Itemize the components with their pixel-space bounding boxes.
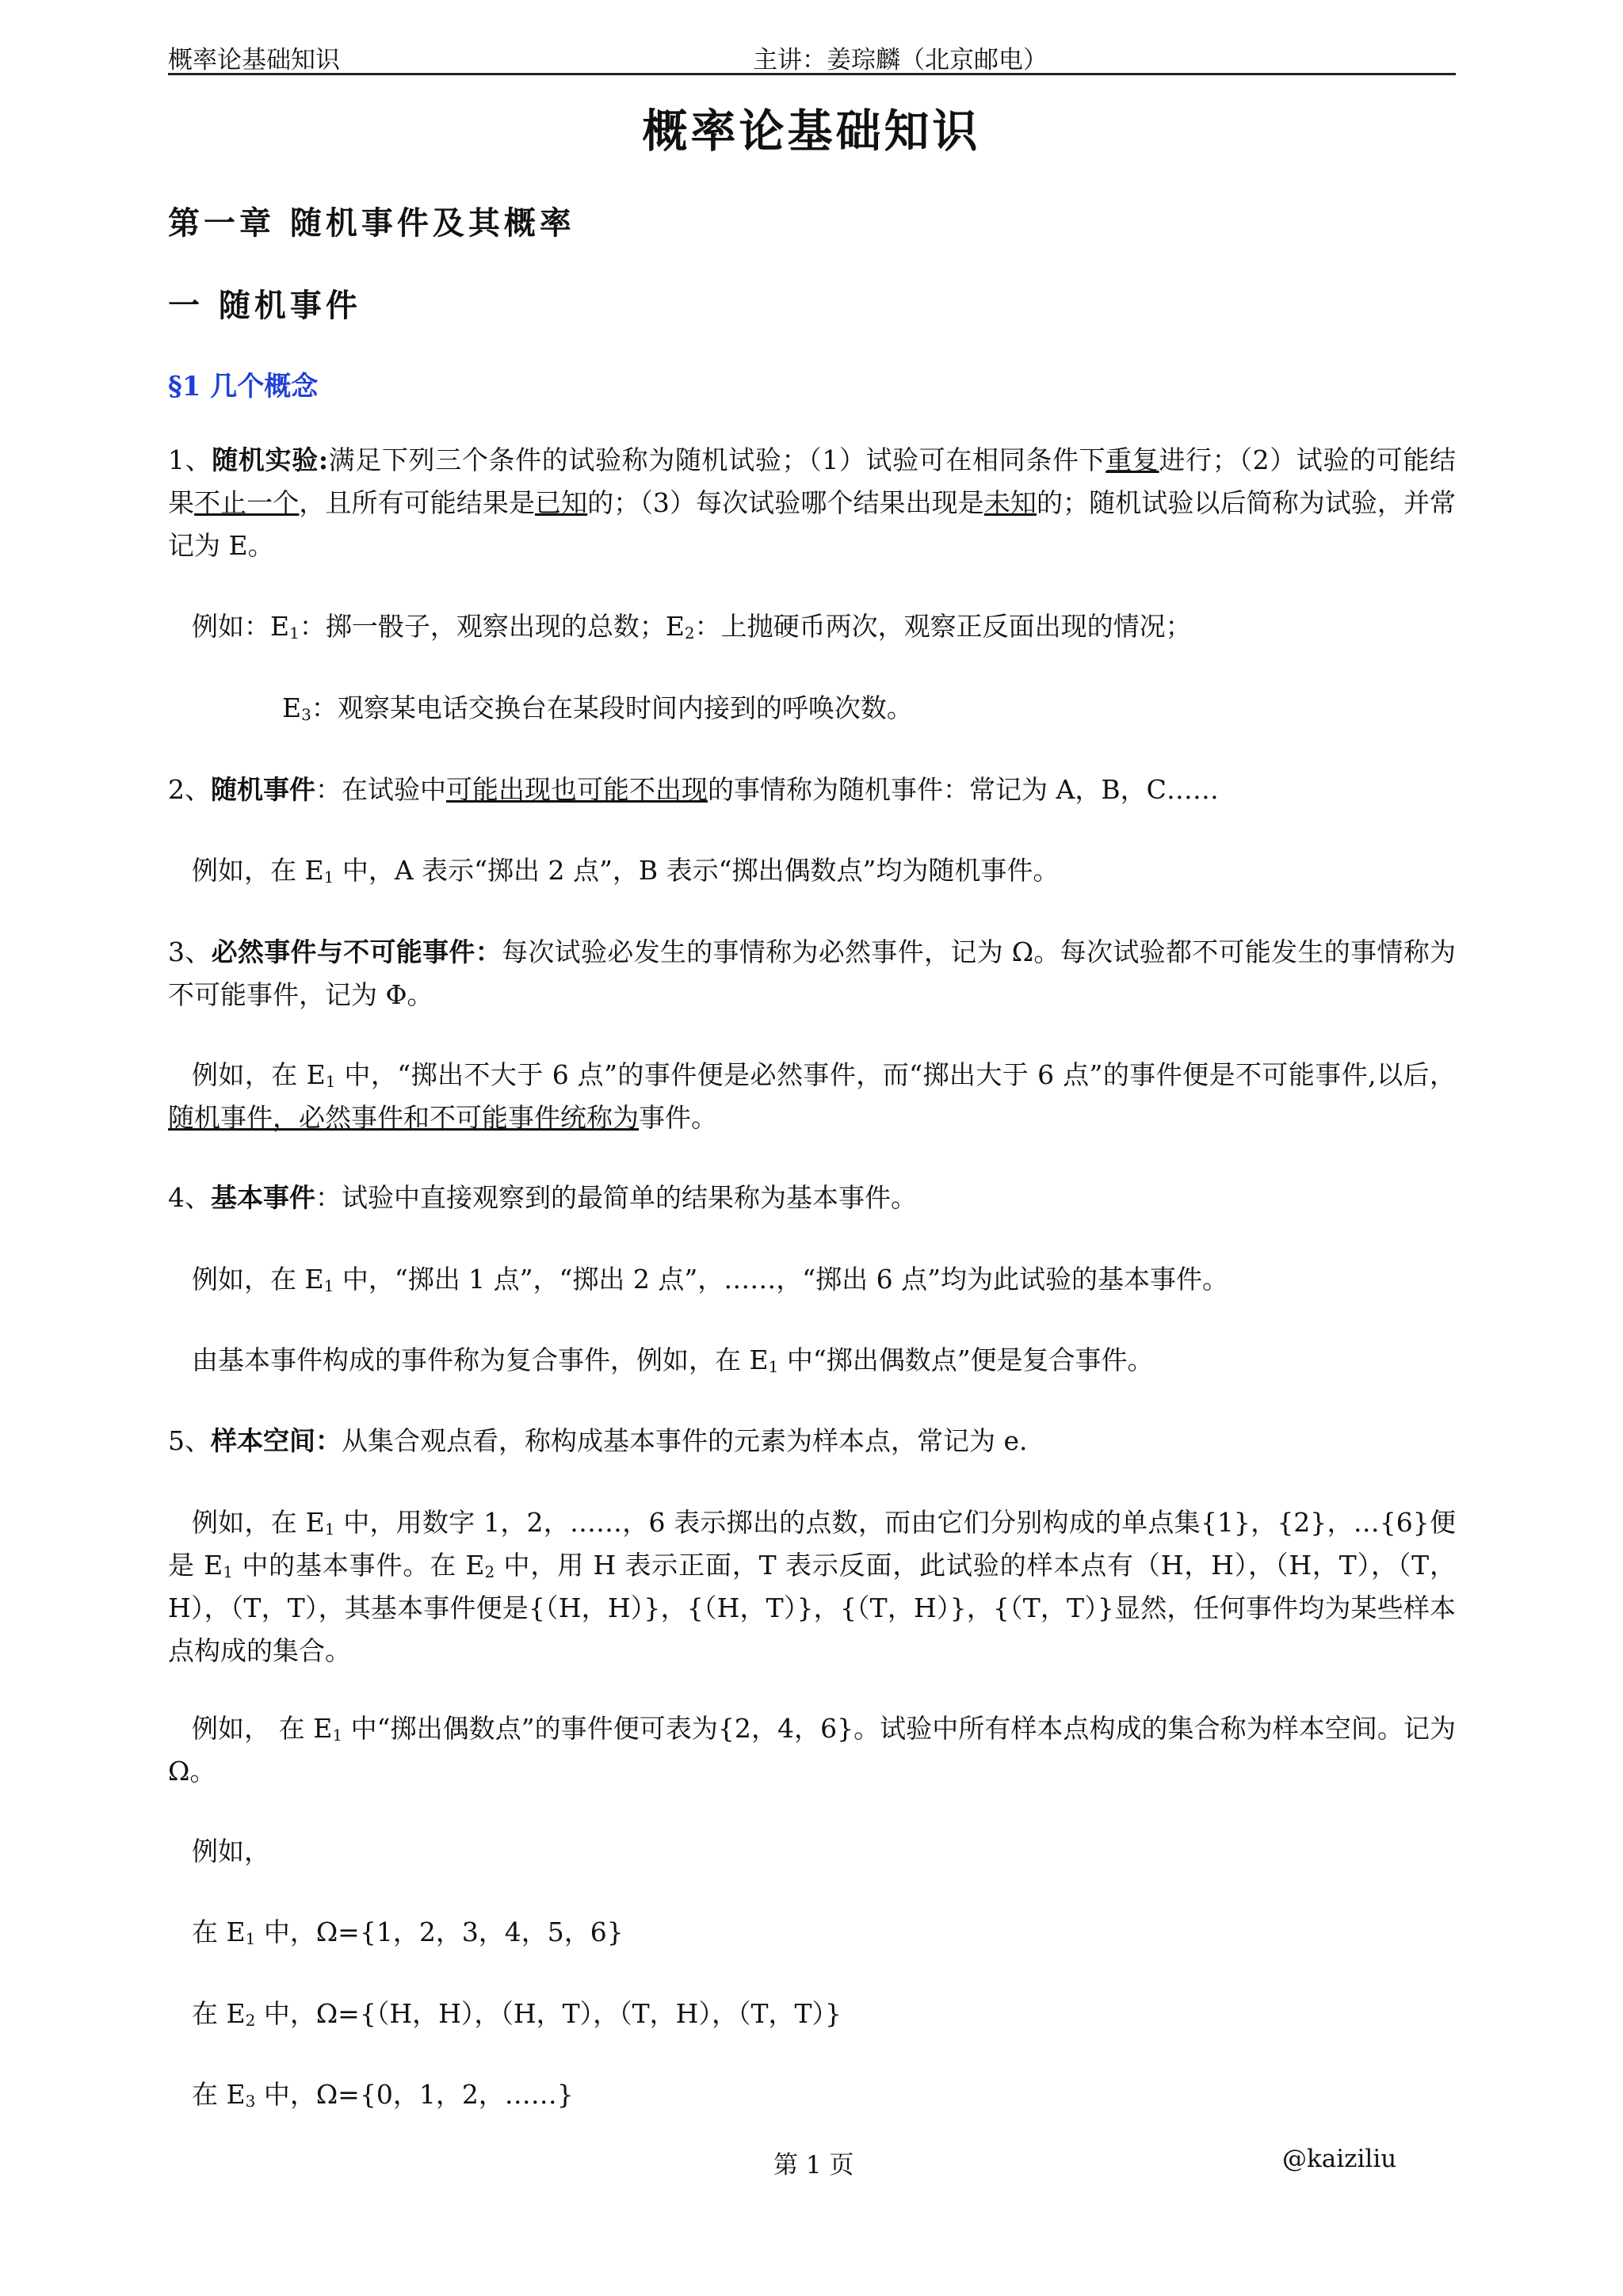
header-lecturer: 主讲：姜琮麟（北京邮电） bbox=[753, 46, 1048, 74]
subscript: 1 bbox=[332, 1726, 343, 1745]
text-run: ：掷一骰子，观察出现的总数；E bbox=[299, 611, 685, 642]
subscript: 1 bbox=[323, 1276, 334, 1295]
text-run: 事件。 bbox=[639, 1102, 717, 1133]
example-certain-impossible bbox=[168, 1054, 1456, 1139]
term-sample-space: 样本空间： bbox=[211, 1425, 342, 1456]
item-number: 1、 bbox=[168, 444, 212, 475]
omega-e2 bbox=[192, 1993, 1491, 2035]
text-run: 例如， 在 E bbox=[192, 1713, 333, 1744]
item-number: 5、 bbox=[168, 1425, 211, 1456]
text-run: 中，A 表示“掷出 2 点”，B 表示“掷出偶数点”均为随机事件。 bbox=[334, 855, 1060, 886]
text-run: 中，用 H 表示正面，T 表示反面，此试验的样本点有（H，H），（H，T），（T，H），（T，T），其基本事件便是{（H，H）}，{（H，T）}，{（T，H）}，{（T，T）}显然，任何事件均为某些样本点构成的集合。 bbox=[168, 1550, 1456, 1666]
text-run: ：试验中直接观察到的最简单的结果称为基本事件。 bbox=[315, 1182, 917, 1213]
item-number: 3、 bbox=[168, 936, 212, 967]
subscript: 1 bbox=[325, 1072, 336, 1091]
text-run: 例如，在 E bbox=[192, 1264, 324, 1295]
text-run: ：在试验中 bbox=[315, 774, 446, 805]
text-run: 中“掷出偶数点”的事件便可表为{2，4，6}。试验中所有样本点构成的集合称为样本空间。记为 Ω。 bbox=[168, 1713, 1456, 1787]
subscript: 2 bbox=[245, 2011, 256, 2030]
text-run: 从集合观点看，称构成基本事件的元素为样本点，常记为 e. bbox=[342, 1425, 1028, 1456]
section-heading: 一 随机事件 bbox=[168, 287, 361, 324]
omega-e1 bbox=[192, 1911, 1491, 1954]
subscript: 1 bbox=[323, 868, 334, 887]
document-title: 概率论基础知识 bbox=[642, 105, 981, 158]
text-run: 每次试验必发生的事情称为必然事件，记为 Ω。每次试验都不可能发生的事情称为不可能事件，记为 Φ。 bbox=[168, 936, 1457, 1010]
paragraph-random-experiment bbox=[168, 439, 1456, 567]
subscript: 3 bbox=[301, 705, 311, 724]
subscript: 1 bbox=[768, 1357, 779, 1376]
text-run: 中，用数字 1，2，……，6 表示掷出的点数，而由它们分别构成的单点集{1}，{2}，…{6}便是 E bbox=[168, 1507, 1456, 1581]
example-e1-e2 bbox=[192, 605, 1491, 648]
header-left-title: 概率论基础知识 bbox=[168, 46, 340, 74]
text-run: 在 E bbox=[192, 2079, 246, 2110]
text-run: 中“掷出偶数点”便是复合事件。 bbox=[778, 1344, 1154, 1375]
text-run: 例如，在 E bbox=[192, 1507, 325, 1538]
footer-author: @kaiziliu bbox=[1282, 2145, 1397, 2173]
subscript: 1 bbox=[245, 1929, 256, 1948]
item-number: 4、 bbox=[168, 1182, 211, 1213]
chapter-heading: 第一章 随机事件及其概率 bbox=[168, 204, 575, 242]
paragraph-basic-event bbox=[168, 1177, 1468, 1219]
example-random-event bbox=[192, 849, 1491, 892]
example-intro: 例如， bbox=[192, 1836, 270, 1867]
underlined-text: 不止一个 bbox=[194, 487, 300, 518]
term-certain-impossible: 必然事件与不可能事件： bbox=[211, 936, 502, 967]
subsection-heading: §1 几个概念 bbox=[168, 371, 319, 402]
text-run: 中，Ω={1，2，3，4，5，6} bbox=[255, 1917, 624, 1947]
example-e3 bbox=[282, 687, 1582, 730]
text-run: 在 E bbox=[192, 1998, 246, 2029]
subscript: 2 bbox=[684, 624, 695, 643]
subscript: 3 bbox=[245, 2092, 256, 2111]
example-compound-event bbox=[192, 1339, 1491, 1382]
subscript: 1 bbox=[324, 1520, 335, 1539]
subscript: 1 bbox=[289, 624, 300, 643]
subscript: 2 bbox=[484, 1562, 495, 1581]
underlined-text: 重复 bbox=[1106, 444, 1159, 475]
page-number: 第 1 页 bbox=[773, 2151, 854, 2180]
example-basic-event bbox=[192, 1258, 1491, 1301]
text-run: 的事情称为随机事件：常记为 A，B，C…… bbox=[708, 774, 1219, 805]
text-run: 中，Ω={（H，H），（H，T），（T，H），（T，T）} bbox=[255, 1998, 842, 2029]
paragraph-sample-space bbox=[168, 1420, 1468, 1463]
header-divider bbox=[168, 73, 1456, 75]
example-sample-points bbox=[168, 1501, 1456, 1672]
paragraph-certain-impossible bbox=[168, 931, 1456, 1016]
text-run: 在 E bbox=[192, 1917, 246, 1947]
page-header bbox=[168, 40, 1456, 74]
term-basic-event: 基本事件 bbox=[211, 1182, 315, 1213]
paragraph-random-event bbox=[168, 769, 1468, 811]
text-run: ，且所有可能结果是 bbox=[299, 487, 536, 518]
text-run: 由基本事件构成的事件称为复合事件，例如，在 E bbox=[192, 1344, 769, 1375]
omega-e3 bbox=[192, 2073, 1491, 2116]
text-run: 例如，在 E bbox=[192, 1059, 326, 1090]
text-run: ：上抛硬币两次，观察正反面出现的情况； bbox=[694, 611, 1192, 642]
underlined-text: 随机事件，必然事件和不可能事件统称为 bbox=[168, 1102, 639, 1133]
item-number: 2、 bbox=[168, 774, 211, 805]
text-run: ：观察某电话交换台在某段时间内接到的呼唤次数。 bbox=[311, 692, 913, 723]
text-run: 的；（3）每次试验哪个结果出现是 bbox=[587, 487, 984, 518]
underlined-text: 已知 bbox=[535, 487, 588, 518]
text-run: 中，“掷出不大于 6 点”的事件便是必然事件，而“掷出大于 6 点”的事件便是不可能事件,以后， bbox=[335, 1059, 1456, 1090]
text-run: 中的基本事件。在 E bbox=[233, 1550, 485, 1581]
example-sample-space-def bbox=[168, 1707, 1456, 1793]
underlined-text: 可能出现也可能不出现 bbox=[446, 774, 708, 805]
term-random-experiment: 随机实验: bbox=[212, 444, 329, 475]
text-run: E bbox=[282, 692, 302, 723]
text-run: 中，“掷出 1 点”，“掷出 2 点”，……，“掷出 6 点”均为此试验的基本事件。 bbox=[334, 1264, 1228, 1295]
text-run: 中，Ω={0，1，2，……} bbox=[255, 2079, 574, 2110]
term-random-event: 随机事件 bbox=[211, 774, 315, 805]
text-run: 满足下列三个条件的试验称为随机试验；（1）试验可在相同条件下 bbox=[328, 444, 1106, 475]
text-run: 的；随机试验以后简称为试验，并常记为 E。 bbox=[168, 487, 1457, 561]
subscript: 1 bbox=[223, 1562, 233, 1581]
text-run: 进行；（2）试验的可能结果 bbox=[168, 444, 1457, 518]
text-run: 例如，在 E bbox=[192, 855, 324, 886]
underlined-text: 未知 bbox=[983, 487, 1037, 518]
text-run: 例如：E bbox=[192, 611, 290, 642]
